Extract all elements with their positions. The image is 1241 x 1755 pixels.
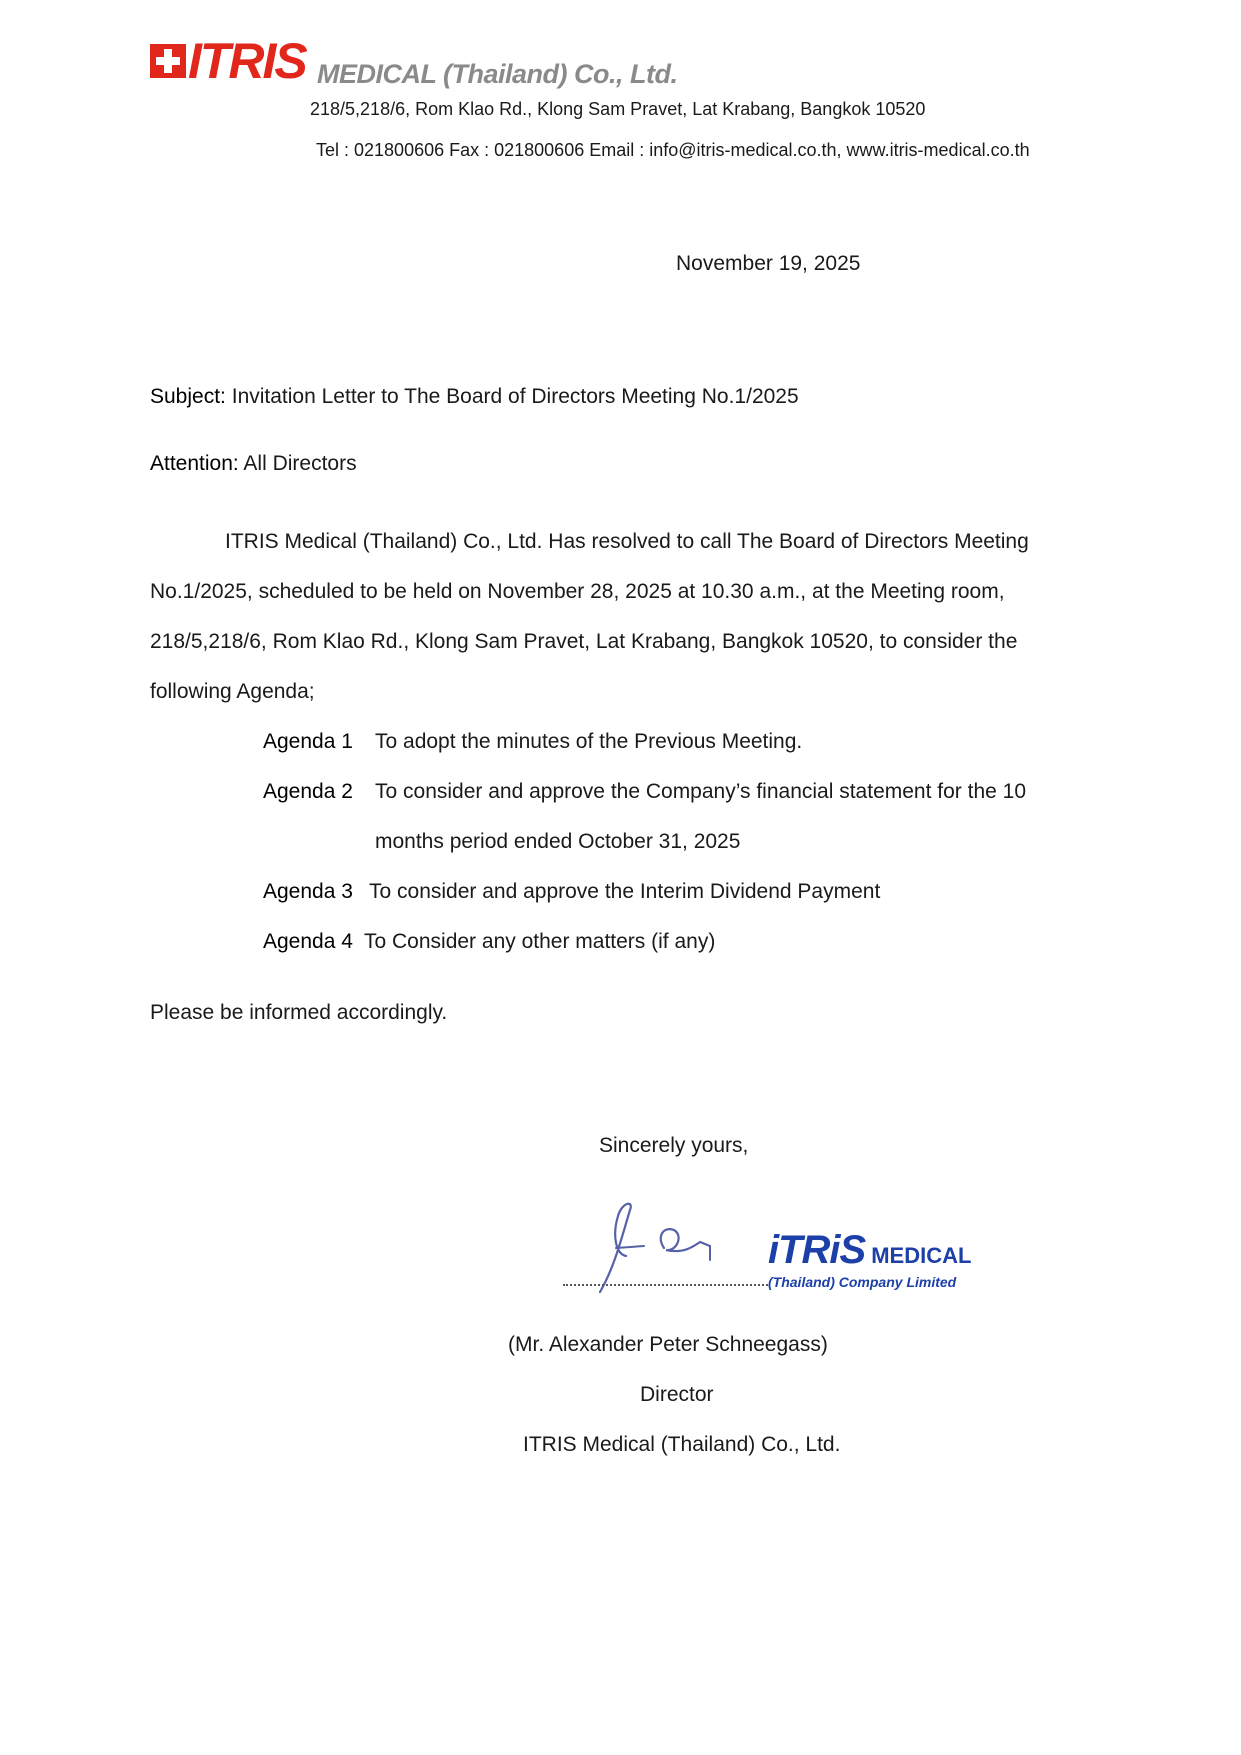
company-name: MEDICAL (Thailand) Co., Ltd. (317, 59, 678, 89)
agenda-label: Agenda 3 (263, 880, 353, 903)
company-stamp (768, 1228, 972, 1290)
signatory-title: Director (640, 1383, 714, 1406)
company-address: 218/5,218/6, Rom Klao Rd., Klong Sam Pravet, Lat Krabang, Bangkok 10520 (310, 99, 926, 119)
agenda-label: Agenda 1 (263, 730, 353, 753)
agenda-label: Agenda 4 (263, 930, 353, 953)
agenda-text: To adopt the minutes of the Previous Meeting. (375, 730, 803, 753)
handwritten-signature (560, 1196, 760, 1311)
agenda-text: To Consider any other matters (if any) (364, 930, 716, 953)
attention-label: Attention: (150, 452, 239, 475)
svg-text:ITRIS: ITRIS (188, 33, 306, 84)
subject-label: Subject: (150, 385, 226, 408)
itris-logo-icon (150, 28, 310, 84)
agenda-text: To consider and approve the Company’s financial statement for the 10 (375, 780, 1026, 803)
agenda-item-continuation: months period ended October 31, 2025 (375, 830, 741, 853)
company-contact: Tel : 021800606 Fax : 021800606 Email : info@itris-medical.co.th, www.itris-medical.co.th (316, 140, 1030, 160)
agenda-text: To consider and approve the Interim Dividend Payment (369, 880, 881, 903)
sign-off: Sincerely yours, (599, 1134, 749, 1157)
attention-line (150, 452, 357, 476)
subject-text: Invitation Letter to The Board of Directors Meeting No.1/2025 (231, 385, 799, 408)
signature-line (563, 1284, 768, 1286)
agenda-item (263, 880, 880, 904)
stamp-medical: MEDICAL (871, 1243, 972, 1268)
company-logo (150, 28, 310, 89)
signatory-company: ITRIS Medical (Thailand) Co., Ltd. (523, 1433, 841, 1456)
signature-icon (560, 1196, 760, 1306)
letter-date: November 19, 2025 (676, 252, 861, 275)
agenda-item (263, 930, 715, 954)
closing-line: Please be informed accordingly. (150, 1001, 448, 1024)
stamp-subline: (Thailand) Company Limited (768, 1274, 957, 1290)
agenda-item (263, 780, 1026, 804)
body-text: ITRIS Medical (Thailand) Co., Ltd. Has resolved to call The Board of Directors Meeting No.1/2025, scheduled to be held on November 28, 2025 at 10.30 a.m., at the Meeting room, 218/5,218/6, Rom Klao Rd., Klong Sam Pravet, Lat Krabang, Bangkok 10520, to consider the following Agenda; (150, 530, 1029, 703)
agenda-label: Agenda 2 (263, 780, 353, 803)
subject-line (150, 385, 799, 409)
agenda-item (263, 730, 802, 754)
signatory-name: (Mr. Alexander Peter Schneegass) (508, 1333, 828, 1356)
stamp-name: iTRiS (768, 1228, 866, 1272)
attention-text: All Directors (243, 452, 357, 475)
body-paragraph (150, 517, 1070, 717)
